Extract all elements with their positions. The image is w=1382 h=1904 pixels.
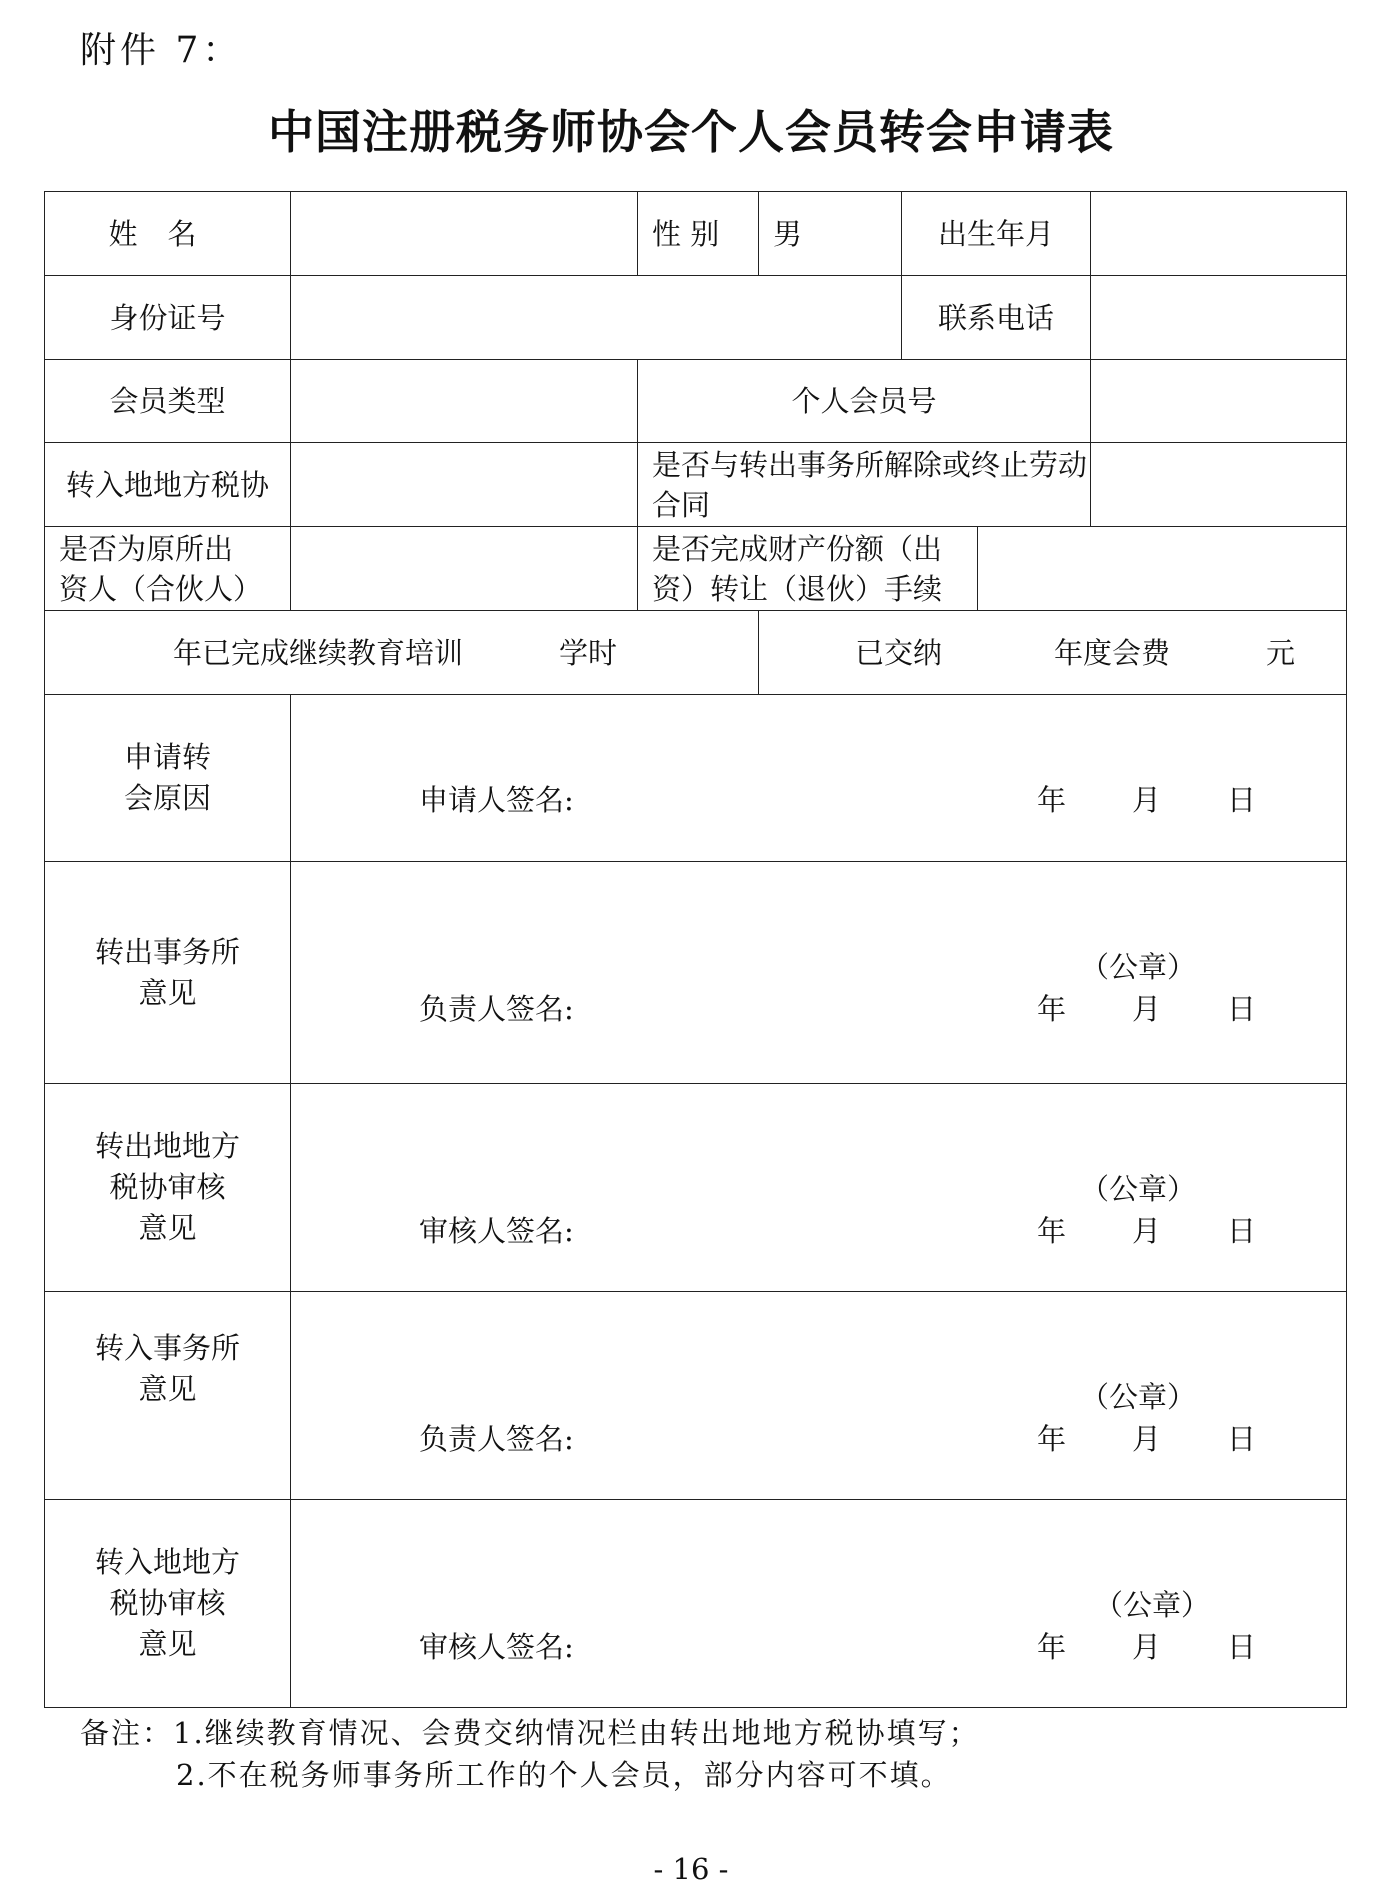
in-association-content-cell[interactable]	[291, 1500, 1347, 1708]
in-firm-label-line: 转入事务所	[94, 1331, 240, 1365]
education-cell[interactable]	[45, 611, 759, 695]
out-firm-date	[1037, 988, 1256, 1030]
transfer-in-input-cell[interactable]	[291, 443, 638, 527]
date-day-label: 日	[1227, 783, 1257, 817]
phone-input-cell[interactable]	[1091, 276, 1347, 360]
out-association-date	[1037, 1210, 1256, 1252]
row-out-association	[45, 1084, 1347, 1292]
member-type-label: 会员类型	[45, 360, 291, 443]
member-no-label: 个人会员号	[638, 360, 1091, 443]
member-type-input-cell[interactable]	[291, 360, 638, 443]
education-year-text: 年已完成继续教育培训	[173, 635, 464, 670]
date-year-label: 年	[1036, 1214, 1066, 1248]
date-day-label: 日	[1227, 1422, 1257, 1456]
reason-date	[1037, 779, 1256, 821]
row-member-type	[45, 360, 1347, 443]
row-education-fee	[45, 611, 1347, 695]
birth-label: 出生年月	[902, 192, 1091, 276]
application-form-table	[44, 191, 1347, 1708]
phone-label: 联系电话	[902, 276, 1091, 360]
name-label: 姓名	[108, 216, 227, 251]
date-year-label: 年	[1036, 992, 1066, 1026]
gender-value[interactable]: 男	[759, 192, 902, 276]
date-day-label: 日	[1227, 992, 1257, 1026]
reason-label-line: 会原因	[123, 781, 211, 815]
attachment-label: 附件 7：	[80, 30, 243, 71]
form-title: 中国注册税务师协会个人会员转会申请表	[268, 105, 1114, 159]
in-association-label-line: 转入地地方	[94, 1545, 240, 1579]
note-line-1: 备注：1.继续教育情况、会费交纳情况栏由转出地地方税协填写；	[80, 1716, 980, 1750]
date-month-label: 月	[1131, 992, 1161, 1026]
id-input-cell[interactable]	[291, 276, 902, 360]
row-reason	[45, 695, 1347, 862]
fee-unit-text: 元	[1266, 635, 1296, 670]
out-association-seal-label: （公章）	[1080, 1172, 1197, 1206]
date-day-label: 日	[1227, 1630, 1257, 1664]
date-year-label: 年	[1036, 1422, 1066, 1456]
row-in-firm	[45, 1292, 1347, 1500]
row-transfer-in	[45, 443, 1347, 527]
row-in-association	[45, 1500, 1347, 1708]
education-hours-text: 学时	[559, 635, 618, 670]
in-association-signature-label: 审核人签名:	[419, 1630, 574, 1664]
member-no-input-cell[interactable]	[1091, 360, 1347, 443]
out-firm-label-line: 意见	[138, 975, 197, 1010]
in-firm-content-cell[interactable]	[291, 1292, 1347, 1500]
date-month-label: 月	[1131, 1214, 1161, 1248]
property-transfer-label: 是否完成财产份额（出资）转让（退伙）手续	[638, 527, 978, 611]
note-line-2: 2.不在税务师事务所工作的个人会员，部分内容可不填。	[176, 1758, 952, 1792]
date-month-label: 月	[1131, 1630, 1161, 1664]
date-month-label: 月	[1131, 783, 1161, 817]
applicant-signature-label: 申请人签名:	[419, 783, 574, 817]
id-label: 身份证号	[45, 276, 291, 360]
out-association-label-line: 转出地地方	[94, 1129, 240, 1163]
out-association-content-cell[interactable]	[291, 1084, 1347, 1292]
out-firm-seal-label: （公章）	[1080, 950, 1197, 984]
date-day-label: 日	[1227, 1214, 1257, 1248]
out-association-label-line: 税协审核	[109, 1170, 226, 1204]
row-out-firm	[45, 862, 1347, 1084]
out-association-label	[45, 1084, 291, 1292]
out-firm-label-line: 转出事务所	[94, 934, 240, 969]
property-transfer-input-cell[interactable]	[978, 527, 1347, 611]
gender-label: 性 别	[638, 192, 759, 276]
reason-label-line: 申请转	[123, 740, 211, 774]
out-firm-label	[45, 862, 291, 1084]
row-basic-info	[45, 192, 1347, 276]
in-firm-label	[45, 1292, 291, 1500]
name-label-cell	[45, 192, 291, 276]
birth-input-cell[interactable]	[1091, 192, 1347, 276]
in-association-label-line: 税协审核	[109, 1586, 226, 1620]
out-firm-content-cell[interactable]	[291, 862, 1347, 1084]
name-input-cell[interactable]	[291, 192, 638, 276]
in-association-seal-label: （公章）	[1094, 1588, 1211, 1622]
in-association-date	[1037, 1626, 1256, 1668]
fee-paid-text: 已交纳	[855, 635, 943, 670]
out-association-label-line: 意见	[138, 1211, 197, 1245]
in-firm-label-line: 意见	[138, 1372, 197, 1406]
terminate-contract-input-cell[interactable]	[1091, 443, 1347, 527]
in-association-label-line: 意见	[138, 1627, 197, 1661]
fee-year-text: 年度会费	[1054, 635, 1171, 670]
page-number: - 16 -	[653, 1852, 729, 1886]
row-id-phone	[45, 276, 1347, 360]
form-notes	[80, 1712, 980, 1796]
out-association-signature-label: 审核人签名:	[419, 1214, 574, 1248]
investor-input-cell[interactable]	[291, 527, 638, 611]
in-firm-signature-label: 负责人签名:	[419, 1422, 574, 1456]
reason-label	[45, 695, 291, 862]
reason-content-cell[interactable]	[291, 695, 1347, 862]
transfer-in-label: 转入地地方税协	[45, 443, 291, 527]
in-firm-seal-label: （公章）	[1080, 1380, 1197, 1414]
investor-label: 是否为原所出资人（合伙人）	[45, 527, 291, 611]
out-firm-signature-label: 负责人签名:	[419, 992, 574, 1026]
date-month-label: 月	[1131, 1422, 1161, 1456]
in-association-label	[45, 1500, 291, 1708]
fee-cell[interactable]	[759, 611, 1347, 695]
in-firm-date	[1037, 1418, 1256, 1460]
row-investor	[45, 527, 1347, 611]
date-year-label: 年	[1036, 1630, 1066, 1664]
terminate-contract-label: 是否与转出事务所解除或终止劳动合同	[638, 443, 1091, 527]
date-year-label: 年	[1036, 783, 1066, 817]
